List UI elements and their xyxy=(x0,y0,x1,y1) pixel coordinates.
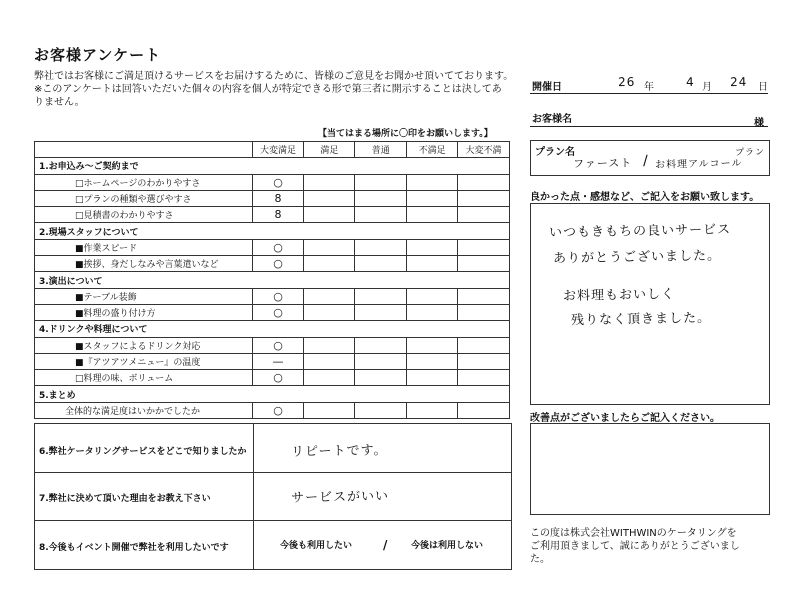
section-row xyxy=(35,386,510,402)
answer-mark[interactable]: ○ xyxy=(252,370,304,386)
answer-mark[interactable]: 8 xyxy=(252,190,304,206)
question-label: □ホームページのわかりやすさ xyxy=(35,174,253,190)
improve-label: 改善点がございましたらご記入ください。 xyxy=(530,413,720,424)
instruction-note: 【当てはまる場所に〇印をお願いします。】 xyxy=(318,129,493,139)
answer-mark[interactable]: ○ xyxy=(252,304,304,320)
question-label: ■挨拶、身だしなみや言葉遣いなど xyxy=(35,256,253,272)
rating-header-row xyxy=(35,142,510,158)
event-year-value: 26 xyxy=(617,74,636,90)
question-label: □見積書のわかりやすさ xyxy=(35,207,253,223)
event-day-value: 24 xyxy=(729,74,748,90)
intro-line: ※このアンケートは回答いただいた個々の内容を個人が特定できる形で第三者に開示することは決してあ xyxy=(34,84,502,95)
question-row xyxy=(35,190,510,206)
good-points-label: 良かった点・感想など、ご記入をお願い致します。 xyxy=(530,192,760,203)
q7-answer[interactable]: サービスがいい xyxy=(290,489,390,506)
rating-header: 普通 xyxy=(355,142,407,158)
answer-mark[interactable]: ○ xyxy=(252,337,304,353)
rating-header: 大変満足 xyxy=(252,142,304,158)
thanks-note xyxy=(530,527,780,566)
section-row xyxy=(35,158,510,174)
section-title: 3.演出について xyxy=(35,272,253,288)
q8-separator: / xyxy=(383,538,388,552)
plan-value-drink: お料理アルコール xyxy=(654,158,743,171)
question-row xyxy=(35,288,510,304)
q8-label: 8.今後もイベント開催で弊社を利用したいです xyxy=(39,543,229,553)
question-label: □料理の味、ボリューム xyxy=(35,370,253,386)
answer-mark[interactable]: ○ xyxy=(252,174,304,190)
answer-mark[interactable]: ○ xyxy=(252,239,304,255)
good-points-line: お料理もおいしく xyxy=(562,287,676,304)
survey-table xyxy=(34,141,510,419)
customer-suffix: 様 xyxy=(754,118,764,129)
divider xyxy=(35,520,511,521)
q6-answer[interactable]: リピートです。 xyxy=(290,443,388,460)
rating-header-blank xyxy=(35,142,253,158)
plan-value-first: ファースト xyxy=(572,156,633,171)
question-label: ■作業スピード xyxy=(35,239,253,255)
intro-text xyxy=(34,70,524,109)
rating-header: 大変不満 xyxy=(458,142,510,158)
section-title: 4.ドリンクや料理について xyxy=(35,321,253,337)
plan-separator-slash: / xyxy=(642,152,649,170)
question-row xyxy=(35,402,510,418)
plan-value-suffix: プラン xyxy=(734,147,766,159)
answer-mark[interactable]: ○ xyxy=(252,288,304,304)
question-label: ■スタッフによるドリンク対応 xyxy=(35,337,253,353)
section-title: 5.まとめ xyxy=(35,386,253,402)
answer-mark[interactable]: ○ xyxy=(252,256,304,272)
intro-line: 弊社ではお客様にご満足頂けるサービスをお届けするために、皆様のご意見をお聞かせ頂いてております。 xyxy=(34,71,514,82)
section-title: 2.現場スタッフについて xyxy=(35,223,253,239)
section-title: 1.お申込み～ご契約まで xyxy=(35,158,253,174)
customer-name-field[interactable] xyxy=(530,110,768,127)
good-points-line: 残りなく頂きました。 xyxy=(570,310,712,329)
q7-label: 7.弊社に決めて頂いた理由をお教え下さい xyxy=(39,494,211,504)
question-label: ■料理の盛り付け方 xyxy=(35,304,253,320)
q8-option-yes[interactable]: 今後も利用したい xyxy=(280,541,353,551)
plan-label: プラン名 xyxy=(535,147,575,158)
plan-box[interactable] xyxy=(530,140,770,176)
thanks-line: た。 xyxy=(530,554,550,565)
event-date-field[interactable] xyxy=(530,75,768,94)
question-row xyxy=(35,304,510,320)
good-points-box[interactable] xyxy=(530,203,770,405)
page-title: お客様アンケート xyxy=(34,46,162,64)
good-points-line: ありがとうございました。 xyxy=(552,248,722,267)
question-row xyxy=(35,256,510,272)
open-questions-box xyxy=(34,423,512,570)
divider xyxy=(253,424,254,569)
question-row xyxy=(35,337,510,353)
year-unit: 年 xyxy=(644,82,654,93)
event-date-label: 開催日 xyxy=(532,82,562,93)
question-label: □プランの種類や選びやすさ xyxy=(35,190,253,206)
thanks-line: この度は株式会社WITHWINのケータリングを xyxy=(530,528,737,539)
day-unit: 日 xyxy=(758,82,768,93)
q6-label: 6.弊社ケータリングサービスをどこで知りましたか xyxy=(39,447,247,457)
thanks-line: ご利用頂きまして、誠にありがとうございまし xyxy=(530,541,740,552)
question-row xyxy=(35,207,510,223)
question-label: 全体的な満足度はいかかでしたか xyxy=(35,402,253,418)
question-row xyxy=(35,370,510,386)
question-label: ■テーブル装飾 xyxy=(35,288,253,304)
event-month-value: 4 xyxy=(685,74,695,90)
rating-header: 満足 xyxy=(304,142,355,158)
question-row xyxy=(35,353,510,369)
answer-mark[interactable]: — xyxy=(252,353,304,369)
section-row xyxy=(35,272,510,288)
intro-line: りません。 xyxy=(34,97,85,108)
question-row xyxy=(35,239,510,255)
q8-option-no[interactable]: 今後は利用しない xyxy=(411,541,484,551)
answer-mark[interactable]: 8 xyxy=(252,207,304,223)
section-row xyxy=(35,321,510,337)
rating-header: 不満足 xyxy=(407,142,458,158)
question-label: ■『アツアツメニュー』の温度 xyxy=(35,353,253,369)
answer-mark[interactable]: ○ xyxy=(252,402,304,418)
divider xyxy=(35,472,511,473)
question-row xyxy=(35,174,510,190)
section-row xyxy=(35,223,510,239)
month-unit: 月 xyxy=(702,82,712,93)
customer-label: お客様名 xyxy=(532,114,572,125)
improve-box[interactable] xyxy=(530,423,770,515)
good-points-line: いつもきもちの良いサービス xyxy=(548,222,732,241)
